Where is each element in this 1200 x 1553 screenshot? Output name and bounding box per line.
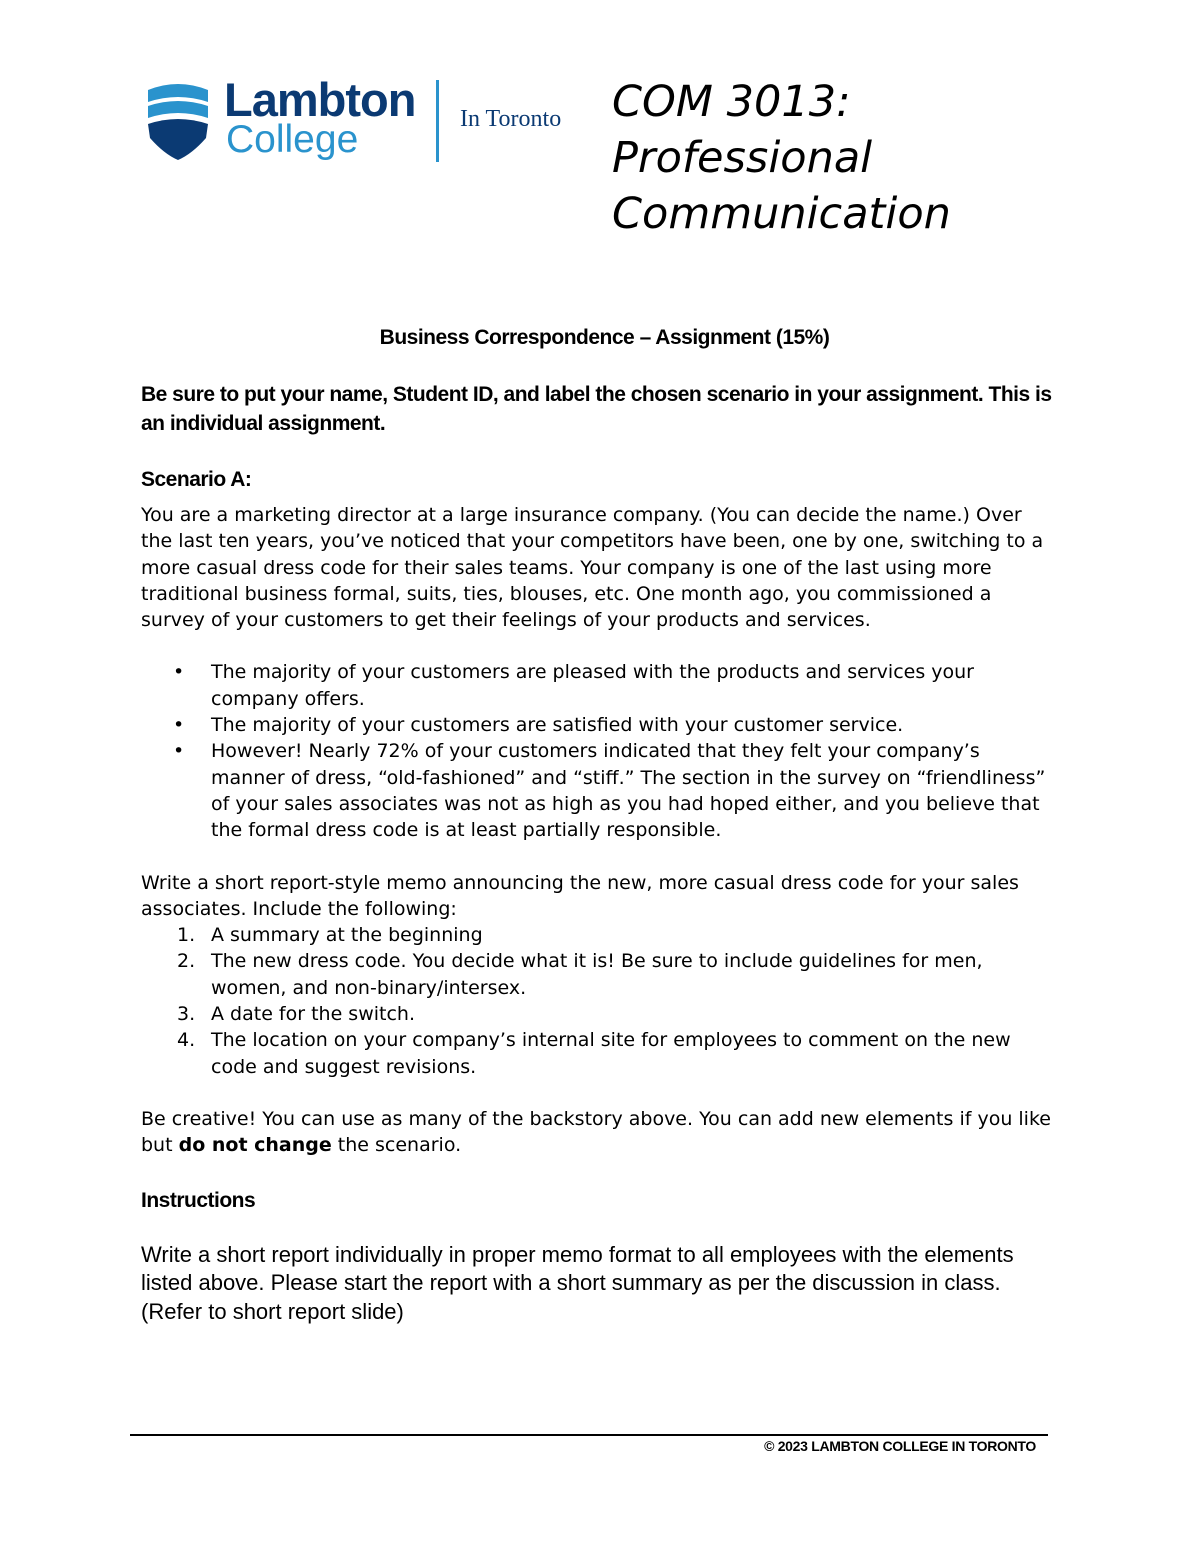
creative-note-text-end: the scenario. xyxy=(331,1134,462,1157)
assignment-note: Be sure to put your name, Student ID, and label the chosen scenario in your assignment. This is an individual assignment. xyxy=(141,383,1052,435)
list-item-text: A summary at the beginning xyxy=(211,924,483,947)
scenario-heading: Scenario A: xyxy=(141,468,252,491)
course-title xyxy=(612,74,951,242)
list-item xyxy=(141,948,1056,1001)
list-item xyxy=(141,712,1056,738)
logo-campus: In Toronto xyxy=(460,106,562,132)
course-title-line: COM 3013: xyxy=(612,77,851,127)
list-item-text: The location on your company’s internal site for employees to comment on the new code and suggest revisions. xyxy=(211,1029,1011,1078)
list-item xyxy=(141,922,1056,948)
list-item xyxy=(141,738,1056,843)
document-body xyxy=(141,326,1056,1326)
scenario-intro: You are a marketing director at a large insurance company. (You can decide the name.) Over the last ten years, you’ve noticed that your competitors have been, one by one, switching to a more casual dress code for their sales teams. Your company is one of the last using more traditional business formal, suits, ties, blouses, etc. One month ago, you commissioned a survey of your customers to get their feelings of your products and services. xyxy=(141,504,1044,632)
list-item-text: The new dress code. You decide what it is! Be sure to include guidelines for men, women, and non-binary/intersex. xyxy=(211,950,983,999)
survey-findings-list xyxy=(141,659,1056,843)
instructions-heading: Instructions xyxy=(141,1188,256,1212)
list-number: 4. xyxy=(177,1029,196,1052)
list-item-text: A date for the switch. xyxy=(211,1003,415,1026)
creative-note-emphasis: do not change xyxy=(178,1134,332,1157)
course-title-line: Communication xyxy=(612,189,951,239)
footer-divider xyxy=(130,1434,1048,1436)
list-number: 3. xyxy=(177,1003,196,1026)
bullet-icon: • xyxy=(173,740,185,763)
course-title-line: Professional xyxy=(612,133,873,183)
logo-name-lambton: Lambton xyxy=(224,73,416,126)
assignment-heading: Business Correspondence – Assignment (15%) xyxy=(379,326,830,349)
lambton-college-logo xyxy=(146,73,576,168)
list-item-text: However! Nearly 72% of your customers indicated that they felt your company’s manner of dress, “old-fashioned” and “stiff.” The section in the survey on “friendliness” of your sales associates was not as high as you had hoped either, and you believe that the formal dress code is at least partially responsible. xyxy=(211,740,1046,842)
instructions-body: Write a short report individually in proper memo format to all employees with the elements listed above. Please start the report with a short summary as per the discussion in class. (Refer to short report slide) xyxy=(141,1241,1014,1324)
creative-note xyxy=(141,1106,1056,1159)
creative-note-text: Be creative! You can use as many of the backstory above. You can add new elements if you like but xyxy=(141,1107,1051,1157)
list-item-text: The majority of your customers are satisfied with your customer service. xyxy=(211,714,904,737)
list-item-text: The majority of your customers are pleased with the products and services your company offers. xyxy=(211,661,974,710)
logo-name-college: College xyxy=(226,118,359,161)
bullet-icon: • xyxy=(173,661,185,684)
bullet-icon: • xyxy=(173,714,185,737)
list-number: 2. xyxy=(177,950,196,973)
footer-copyright: © 2023 LAMBTON COLLEGE IN TORONTO xyxy=(764,1438,1036,1454)
list-item xyxy=(141,1027,1056,1080)
list-number: 1. xyxy=(177,924,196,947)
shield-logo-icon xyxy=(146,80,210,162)
task-lead: Write a short report-style memo announcing the new, more casual dress code for your sales associates. Include the following: xyxy=(141,871,1019,920)
list-item xyxy=(141,1001,1056,1027)
list-item xyxy=(141,659,1056,712)
logo-divider xyxy=(436,80,439,162)
requirements-list xyxy=(141,922,1056,1080)
